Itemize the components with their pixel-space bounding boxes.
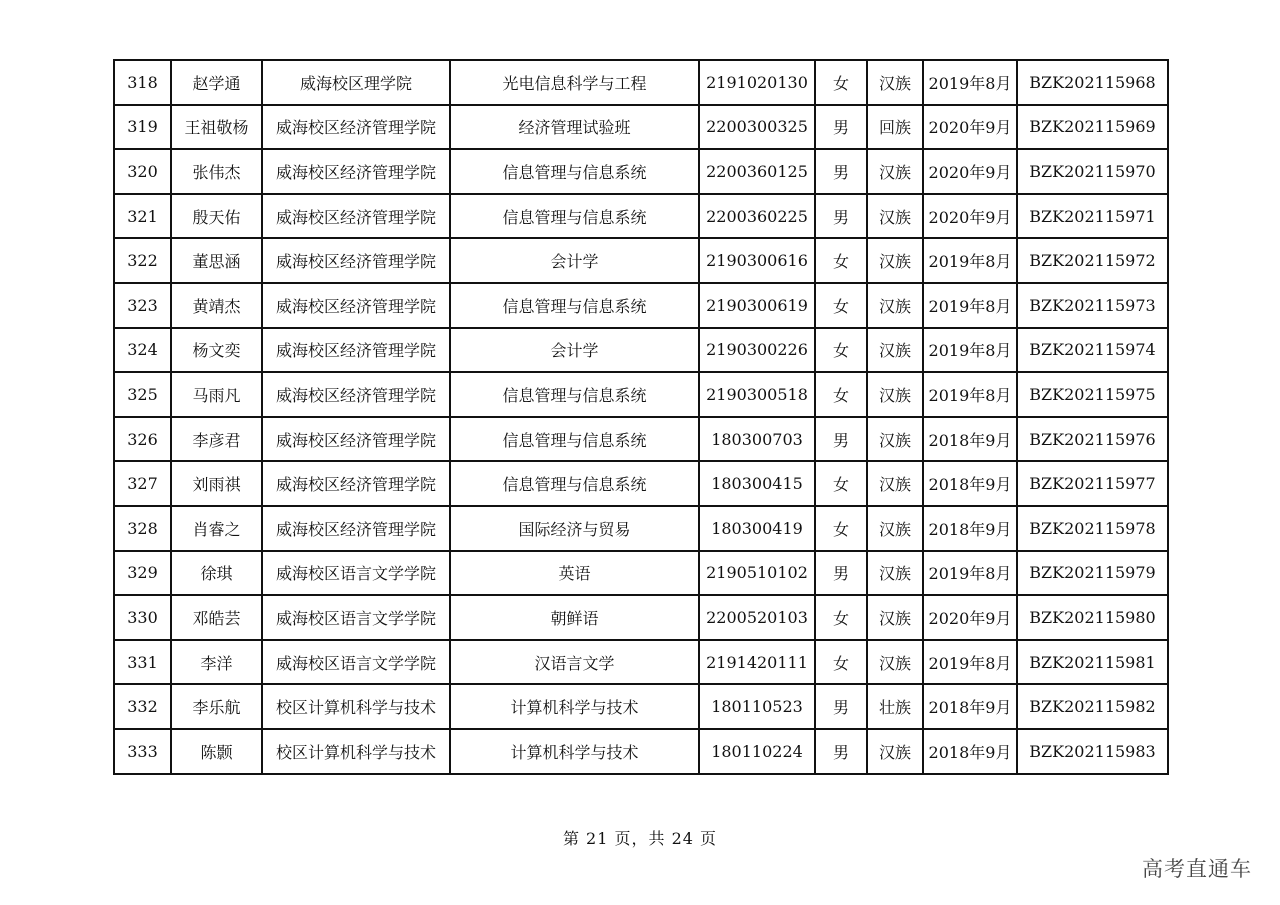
student-name-cell: 黄靖杰 <box>171 283 262 328</box>
certificate-number-cell: BZK202115981 <box>1017 640 1168 685</box>
gender-cell: 女 <box>815 328 867 373</box>
ethnicity-cell: 汉族 <box>867 238 923 283</box>
college-cell: 威海校区经济管理学院 <box>262 328 450 373</box>
certificate-number-cell: BZK202115970 <box>1017 149 1168 194</box>
ethnicity-cell: 汉族 <box>867 506 923 551</box>
table-row <box>114 149 1168 194</box>
student-name-cell: 赵学通 <box>171 60 262 105</box>
certificate-number-cell: BZK202115983 <box>1017 729 1168 774</box>
row-number-cell: 322 <box>114 238 171 283</box>
college-cell: 威海校区经济管理学院 <box>262 283 450 328</box>
student-id-cell: 2190300226 <box>699 328 815 373</box>
major-cell: 英语 <box>450 551 699 596</box>
row-number-cell: 332 <box>114 684 171 729</box>
certificate-number-cell: BZK202115972 <box>1017 238 1168 283</box>
ethnicity-cell: 汉族 <box>867 372 923 417</box>
major-cell: 朝鲜语 <box>450 595 699 640</box>
student-name-cell: 邓皓芸 <box>171 595 262 640</box>
certificate-number-cell: BZK202115974 <box>1017 328 1168 373</box>
page-number: 第 21 页，共 24 页 <box>562 829 718 848</box>
major-cell: 信息管理与信息系统 <box>450 372 699 417</box>
gender-cell: 女 <box>815 595 867 640</box>
ethnicity-cell: 回族 <box>867 105 923 150</box>
row-number-cell: 330 <box>114 595 171 640</box>
row-number-cell: 329 <box>114 551 171 596</box>
table-row <box>114 328 1168 373</box>
enrollment-date-cell: 2018年9月 <box>923 729 1017 774</box>
college-cell: 威海校区经济管理学院 <box>262 372 450 417</box>
enrollment-date-cell: 2020年9月 <box>923 194 1017 239</box>
table-row <box>114 60 1168 105</box>
student-id-cell: 2200300325 <box>699 105 815 150</box>
table-row <box>114 461 1168 506</box>
ethnicity-cell: 汉族 <box>867 60 923 105</box>
major-cell: 计算机科学与技术 <box>450 684 699 729</box>
enrollment-date-cell: 2018年9月 <box>923 506 1017 551</box>
college-cell: 威海校区经济管理学院 <box>262 506 450 551</box>
certificate-number-cell: BZK202115971 <box>1017 194 1168 239</box>
student-name-cell: 陈颢 <box>171 729 262 774</box>
student-id-cell: 2200360125 <box>699 149 815 194</box>
major-cell: 信息管理与信息系统 <box>450 417 699 462</box>
student-id-cell: 180110523 <box>699 684 815 729</box>
gender-cell: 女 <box>815 238 867 283</box>
table-row <box>114 105 1168 150</box>
major-cell: 信息管理与信息系统 <box>450 149 699 194</box>
college-cell: 威海校区经济管理学院 <box>262 461 450 506</box>
row-number-cell: 324 <box>114 328 171 373</box>
enrollment-date-cell: 2020年9月 <box>923 595 1017 640</box>
student-name-cell: 李洋 <box>171 640 262 685</box>
certificate-number-cell: BZK202115968 <box>1017 60 1168 105</box>
watermark-logo: 高考直通车 <box>1142 857 1252 881</box>
gender-cell: 女 <box>815 640 867 685</box>
enrollment-date-cell: 2019年8月 <box>923 238 1017 283</box>
table-row <box>114 551 1168 596</box>
major-cell: 经济管理试验班 <box>450 105 699 150</box>
enrollment-date-cell: 2019年8月 <box>923 640 1017 685</box>
student-name-cell: 李彦君 <box>171 417 262 462</box>
enrollment-date-cell: 2019年8月 <box>923 328 1017 373</box>
table-row <box>114 595 1168 640</box>
student-id-cell: 2190300619 <box>699 283 815 328</box>
enrollment-date-cell: 2019年8月 <box>923 551 1017 596</box>
row-number-cell: 318 <box>114 60 171 105</box>
college-cell: 威海校区经济管理学院 <box>262 238 450 283</box>
student-name-cell: 李乐航 <box>171 684 262 729</box>
college-cell: 威海校区经济管理学院 <box>262 194 450 239</box>
certificate-number-cell: BZK202115982 <box>1017 684 1168 729</box>
student-id-cell: 2191420111 <box>699 640 815 685</box>
gender-cell: 男 <box>815 194 867 239</box>
row-number-cell: 319 <box>114 105 171 150</box>
gender-cell: 男 <box>815 417 867 462</box>
certificate-number-cell: BZK202115973 <box>1017 283 1168 328</box>
enrollment-date-cell: 2018年9月 <box>923 417 1017 462</box>
student-name-cell: 殷天佑 <box>171 194 262 239</box>
student-name-cell: 马雨凡 <box>171 372 262 417</box>
ethnicity-cell: 汉族 <box>867 149 923 194</box>
college-cell: 校区计算机科学与技术 <box>262 729 450 774</box>
ethnicity-cell: 汉族 <box>867 194 923 239</box>
enrollment-date-cell: 2020年9月 <box>923 149 1017 194</box>
table-row <box>114 372 1168 417</box>
row-number-cell: 331 <box>114 640 171 685</box>
table-row <box>114 194 1168 239</box>
student-name-cell: 刘雨祺 <box>171 461 262 506</box>
major-cell: 会计学 <box>450 238 699 283</box>
college-cell: 威海校区经济管理学院 <box>262 149 450 194</box>
ethnicity-cell: 汉族 <box>867 461 923 506</box>
student-id-cell: 2190300616 <box>699 238 815 283</box>
row-number-cell: 326 <box>114 417 171 462</box>
major-cell: 会计学 <box>450 328 699 373</box>
table-row <box>114 729 1168 774</box>
certificate-number-cell: BZK202115980 <box>1017 595 1168 640</box>
certificate-number-cell: BZK202115975 <box>1017 372 1168 417</box>
student-name-cell: 徐琪 <box>171 551 262 596</box>
table-body <box>114 60 1168 774</box>
major-cell: 光电信息科学与工程 <box>450 60 699 105</box>
ethnicity-cell: 壮族 <box>867 684 923 729</box>
ethnicity-cell: 汉族 <box>867 283 923 328</box>
student-list-table <box>113 59 1169 775</box>
ethnicity-cell: 汉族 <box>867 417 923 462</box>
gender-cell: 男 <box>815 729 867 774</box>
enrollment-date-cell: 2019年8月 <box>923 60 1017 105</box>
college-cell: 威海校区经济管理学院 <box>262 105 450 150</box>
ethnicity-cell: 汉族 <box>867 640 923 685</box>
row-number-cell: 333 <box>114 729 171 774</box>
table-row <box>114 684 1168 729</box>
row-number-cell: 323 <box>114 283 171 328</box>
student-name-cell: 王祖敬杨 <box>171 105 262 150</box>
ethnicity-cell: 汉族 <box>867 729 923 774</box>
row-number-cell: 327 <box>114 461 171 506</box>
student-name-cell: 肖睿之 <box>171 506 262 551</box>
student-name-cell: 张伟杰 <box>171 149 262 194</box>
certificate-number-cell: BZK202115977 <box>1017 461 1168 506</box>
table-row <box>114 283 1168 328</box>
major-cell: 国际经济与贸易 <box>450 506 699 551</box>
gender-cell: 女 <box>815 461 867 506</box>
gender-cell: 女 <box>815 506 867 551</box>
student-id-cell: 2190300518 <box>699 372 815 417</box>
gender-cell: 女 <box>815 283 867 328</box>
table-row <box>114 417 1168 462</box>
row-number-cell: 320 <box>114 149 171 194</box>
gender-cell: 男 <box>815 105 867 150</box>
row-number-cell: 325 <box>114 372 171 417</box>
gender-cell: 女 <box>815 372 867 417</box>
gender-cell: 男 <box>815 149 867 194</box>
student-id-cell: 180110224 <box>699 729 815 774</box>
college-cell: 威海校区理学院 <box>262 60 450 105</box>
certificate-number-cell: BZK202115969 <box>1017 105 1168 150</box>
certificate-number-cell: BZK202115976 <box>1017 417 1168 462</box>
ethnicity-cell: 汉族 <box>867 551 923 596</box>
major-cell: 信息管理与信息系统 <box>450 194 699 239</box>
enrollment-date-cell: 2019年8月 <box>923 283 1017 328</box>
student-id-cell: 180300415 <box>699 461 815 506</box>
enrollment-date-cell: 2020年9月 <box>923 105 1017 150</box>
certificate-number-cell: BZK202115979 <box>1017 551 1168 596</box>
enrollment-date-cell: 2019年8月 <box>923 372 1017 417</box>
gender-cell: 男 <box>815 551 867 596</box>
student-name-cell: 杨文奕 <box>171 328 262 373</box>
ethnicity-cell: 汉族 <box>867 328 923 373</box>
college-cell: 威海校区语言文学学院 <box>262 551 450 596</box>
table-row <box>114 238 1168 283</box>
table-row <box>114 640 1168 685</box>
student-id-cell: 2200360225 <box>699 194 815 239</box>
major-cell: 信息管理与信息系统 <box>450 283 699 328</box>
college-cell: 威海校区语言文学学院 <box>262 595 450 640</box>
student-id-cell: 2191020130 <box>699 60 815 105</box>
college-cell: 威海校区经济管理学院 <box>262 417 450 462</box>
college-cell: 威海校区语言文学学院 <box>262 640 450 685</box>
major-cell: 汉语言文学 <box>450 640 699 685</box>
major-cell: 信息管理与信息系统 <box>450 461 699 506</box>
gender-cell: 男 <box>815 684 867 729</box>
student-id-cell: 180300703 <box>699 417 815 462</box>
ethnicity-cell: 汉族 <box>867 595 923 640</box>
student-id-cell: 180300419 <box>699 506 815 551</box>
row-number-cell: 321 <box>114 194 171 239</box>
row-number-cell: 328 <box>114 506 171 551</box>
enrollment-date-cell: 2018年9月 <box>923 684 1017 729</box>
student-id-cell: 2200520103 <box>699 595 815 640</box>
enrollment-date-cell: 2018年9月 <box>923 461 1017 506</box>
college-cell: 校区计算机科学与技术 <box>262 684 450 729</box>
major-cell: 计算机科学与技术 <box>450 729 699 774</box>
table-row <box>114 506 1168 551</box>
student-id-cell: 2190510102 <box>699 551 815 596</box>
certificate-number-cell: BZK202115978 <box>1017 506 1168 551</box>
gender-cell: 女 <box>815 60 867 105</box>
student-name-cell: 董思涵 <box>171 238 262 283</box>
